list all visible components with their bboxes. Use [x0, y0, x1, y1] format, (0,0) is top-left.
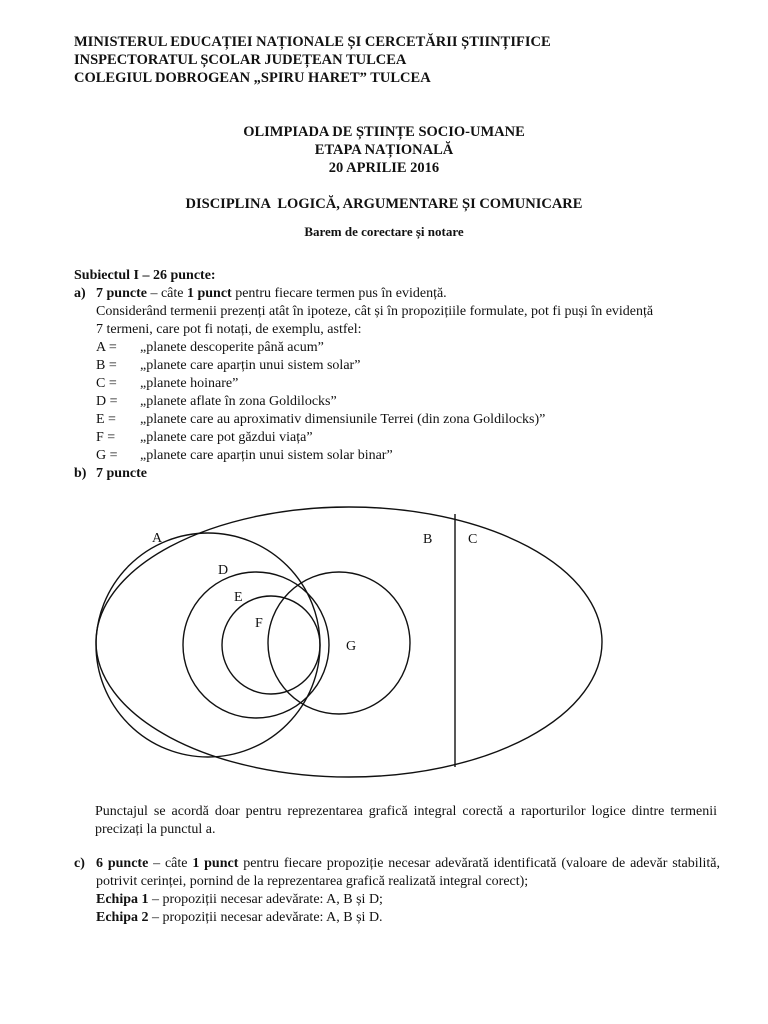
team1-line: [74, 891, 720, 909]
term-value: „planete aflate în zona Goldilocks”: [140, 394, 337, 409]
institution-header: [74, 33, 551, 87]
term-value: „planete care au aproximativ dimensiunile Terrei (din zona Goldilocks)”: [140, 412, 546, 427]
part-b-heading: [74, 465, 734, 483]
part-a-points: 7 puncte: [96, 286, 147, 301]
barem-subtitle: Barem de corectare și notare: [304, 224, 464, 239]
label-f: F: [255, 616, 263, 631]
term-key: D =: [96, 394, 118, 409]
term-key: B =: [96, 358, 117, 373]
team1-label: Echipa 1: [96, 892, 149, 907]
header-ministry: MINISTERUL EDUCAȚIEI NAȚIONALE ȘI CERCETĂRII ȘTIINȚIFICE: [74, 34, 551, 50]
team2-line: [74, 909, 720, 927]
part-c-section: [74, 855, 720, 927]
part-c-rest: pentru fiecare propoziție necesar adevărată identificată (valoare de adevăr stabilită, potrivit cerinței, pornind de la reprezentarea grafică realizată integral corect);: [96, 856, 721, 889]
subject-heading: Subiectul I – 26 puncte:: [74, 268, 216, 283]
part-b-points: 7 puncte: [96, 466, 147, 481]
circle-g: [268, 572, 410, 714]
label-a: A: [152, 531, 163, 546]
part-a-first-line: [74, 285, 734, 303]
term-value: „planete hoinare”: [140, 376, 239, 391]
label-b: B: [423, 532, 433, 547]
term-row: [74, 357, 734, 375]
term-value: „planete descoperite până acum”: [140, 340, 324, 355]
term-key: A =: [96, 340, 117, 355]
discipline-title: DISCIPLINA LOGICĂ, ARGUMENTARE ȘI COMUNICARE: [185, 196, 583, 212]
term-value: „planete care aparțin unui sistem solar binar”: [140, 448, 393, 463]
term-key: E =: [96, 412, 116, 427]
team2-text: – propoziții necesar adevărate: A, B și D.: [148, 910, 383, 925]
team1-text: – propoziții necesar adevărate: A, B și D;: [148, 892, 383, 907]
circle-e: [222, 596, 320, 694]
part-a-dash: – câte: [146, 286, 187, 301]
subject-section: [74, 267, 734, 483]
circle-b: [96, 533, 320, 757]
term-row: [74, 447, 734, 465]
term-key: C =: [96, 376, 117, 391]
title-line-stage: ETAPA NAȚIONALĂ: [314, 142, 454, 158]
term-key: F =: [96, 430, 116, 445]
part-a-rest: pentru fiecare termen pus în evidență.: [231, 286, 447, 301]
header-inspectorate: INSPECTORATUL ȘCOLAR JUDEȚEAN TULCEA: [74, 52, 407, 68]
term-row: [74, 429, 734, 447]
term-row: [74, 375, 734, 393]
part-c-row: [74, 855, 720, 891]
part-c-unit: 1 punct: [192, 856, 239, 871]
part-a-label: a): [74, 286, 86, 301]
label-c: C: [468, 532, 478, 547]
label-e: E: [234, 590, 243, 605]
term-row: [74, 339, 734, 357]
olympiad-title: [0, 123, 768, 177]
header-college: COLEGIUL DOBROGEAN „SPIRU HARET” TULCEA: [74, 70, 431, 86]
part-c-body: [96, 855, 720, 891]
part-b-label: b): [74, 466, 87, 481]
term-key: G =: [96, 448, 118, 463]
part-c-dash: – câte: [148, 856, 193, 871]
part-c-label: c): [74, 856, 85, 871]
team2-label: Echipa 2: [96, 910, 149, 925]
part-a-line2: Considerând termenii prezenți atât în ipoteze, cât și în propozițiile formulate, pot fi puși în evidență: [96, 304, 654, 319]
title-line-olympiad: OLIMPIADA DE ȘTIINȚE SOCIO-UMANE: [243, 124, 525, 140]
term-row: [74, 393, 734, 411]
part-c-points: 6 puncte: [96, 856, 149, 871]
part-a-unit: 1 punct: [186, 286, 232, 301]
part-a-line3: 7 termeni, care pot fi notați, de exemplu, astfel:: [96, 322, 362, 337]
term-value: „planete care aparțin unui sistem solar”: [140, 358, 361, 373]
euler-diagram: [95, 500, 615, 790]
term-row: [74, 411, 734, 429]
label-g: G: [346, 639, 357, 654]
label-d: D: [218, 563, 229, 578]
scoring-note: Punctajul se acordă doar pentru reprezentarea grafică integral corectă a raporturilor logice dintre termenii precizați la punctul a.: [95, 804, 717, 837]
title-line-date: 20 APRILIE 2016: [328, 160, 440, 176]
term-value: „planete care pot găzdui viața”: [140, 430, 313, 445]
